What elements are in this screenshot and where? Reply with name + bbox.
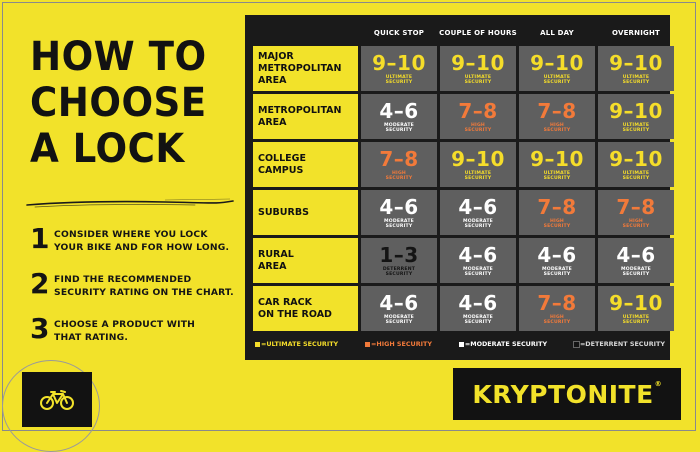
security-level-line: MODERATE — [383, 218, 415, 224]
rating-value: 4–6 — [616, 242, 656, 267]
security-rating-table — [253, 22, 674, 331]
row-label-text — [258, 153, 306, 177]
row-label-line: METROPOLITAN — [258, 62, 342, 74]
rating-cell — [519, 142, 595, 187]
security-level-line: MODERATE — [462, 266, 494, 272]
brush-divider — [25, 196, 235, 210]
rating-cell — [519, 286, 595, 331]
row-label-line: MAJOR — [258, 50, 294, 62]
title-line-3: A LOCK — [30, 126, 185, 172]
security-level — [386, 171, 413, 181]
security-level-line: MODERATE — [383, 122, 415, 128]
row-label-text — [258, 207, 309, 219]
security-level — [623, 219, 650, 229]
rating-value: 4–6 — [379, 290, 419, 315]
rating-value: 9–10 — [609, 98, 663, 123]
security-level-line: SECURITY — [622, 79, 650, 85]
rating-value: 9–10 — [530, 146, 584, 171]
legend-swatch — [574, 342, 579, 347]
step-text — [54, 273, 234, 299]
row-label-text — [258, 249, 294, 273]
security-level-line: ULTIMATE — [385, 74, 413, 80]
legend-item — [255, 340, 338, 348]
row-label-line: COLLEGE — [258, 152, 306, 164]
security-level — [465, 171, 492, 181]
security-level-line: SECURITY — [385, 175, 413, 181]
security-level-line: SECURITY — [385, 319, 413, 325]
rating-cell — [598, 238, 674, 283]
security-level — [544, 219, 571, 229]
row-label — [253, 286, 358, 331]
kryptonite-logo — [453, 368, 681, 420]
security-level-line: SECURITY — [385, 127, 413, 133]
step-text — [54, 318, 195, 344]
title-line-1: HOW TO — [30, 34, 207, 80]
rating-cell — [519, 94, 595, 139]
rating-cell — [519, 46, 595, 91]
column-header: ALL DAY — [540, 28, 574, 37]
rating-value: 4–6 — [458, 242, 498, 267]
security-level-line: SECURITY — [622, 127, 650, 133]
legend-item — [365, 340, 432, 348]
security-level-line: MODERATE — [462, 314, 494, 320]
security-level-line: HIGH — [550, 122, 564, 128]
security-level — [544, 75, 571, 85]
row-label-line: METROPOLITAN — [258, 104, 342, 116]
security-level-line: HIGH — [392, 170, 406, 176]
rating-cell — [440, 46, 516, 91]
rating-value: 4–6 — [458, 194, 498, 219]
security-level-line: SECURITY — [543, 271, 571, 277]
legend-item — [459, 340, 547, 348]
security-level-line: ULTIMATE — [543, 74, 571, 80]
security-level — [383, 267, 415, 277]
step-item — [30, 312, 245, 357]
row-label — [253, 94, 358, 139]
rating-value: 7–8 — [379, 146, 419, 171]
rating-cell — [598, 286, 674, 331]
security-level-line: HIGH — [629, 218, 643, 224]
column-header: OVERNIGHT — [612, 28, 660, 37]
row-label-text — [258, 105, 342, 129]
rating-cell — [361, 238, 437, 283]
step-number: 1 — [30, 222, 50, 255]
registered-mark: ® — [654, 380, 662, 388]
rating-cell — [519, 190, 595, 235]
security-level-line: ULTIMATE — [622, 170, 650, 176]
step-text-line: CHOOSE A PRODUCT WITH — [54, 319, 196, 330]
security-level-line: SECURITY — [543, 175, 571, 181]
security-level-line: ULTIMATE — [464, 170, 492, 176]
column-header: QUICK STOP — [373, 28, 425, 37]
rating-value: 7–8 — [537, 98, 577, 123]
legend-item — [574, 340, 665, 348]
security-level-line: ULTIMATE — [622, 74, 650, 80]
steps-list — [30, 222, 245, 357]
security-level — [542, 267, 572, 277]
chart-legend — [255, 340, 665, 348]
security-level — [384, 123, 414, 133]
security-level — [544, 123, 571, 133]
rating-cell — [440, 190, 516, 235]
security-level-line: ULTIMATE — [622, 314, 650, 320]
rating-cell — [361, 142, 437, 187]
rating-cell — [361, 94, 437, 139]
security-level-line: SECURITY — [543, 319, 571, 325]
step-text-line: FIND THE RECOMMENDED — [54, 274, 192, 285]
rating-value: 7–8 — [537, 290, 577, 315]
rating-cell — [440, 286, 516, 331]
security-level-line: HIGH — [550, 314, 564, 320]
rating-cell — [598, 94, 674, 139]
security-level — [463, 219, 493, 229]
step-text-line: THAT RATING. — [54, 332, 129, 343]
rating-value: 4–6 — [458, 290, 498, 315]
rating-cell — [598, 142, 674, 187]
header-blank — [253, 22, 358, 43]
rating-value: 9–10 — [451, 146, 505, 171]
security-level-line: SECURITY — [543, 79, 571, 85]
rating-cell — [440, 238, 516, 283]
step-number: 3 — [30, 312, 50, 345]
security-level — [623, 315, 650, 325]
rating-value: 4–6 — [379, 98, 419, 123]
security-level — [623, 75, 650, 85]
legend-swatch — [459, 342, 464, 347]
security-level — [463, 267, 493, 277]
legend-label: =DETERRENT SECURITY — [579, 340, 665, 348]
security-level-line: MODERATE — [620, 266, 652, 272]
legend-swatch — [255, 342, 260, 347]
rating-value: 7–8 — [537, 194, 577, 219]
security-level-line: SECURITY — [464, 79, 492, 85]
step-number: 2 — [30, 267, 50, 300]
row-label — [253, 190, 358, 235]
rating-value: 9–10 — [609, 290, 663, 315]
step-text — [54, 228, 229, 254]
row-label — [253, 142, 358, 187]
rating-cell — [440, 94, 516, 139]
step-text-line: CONSIDER WHERE YOU LOCK — [54, 229, 208, 240]
security-level-line: MODERATE — [383, 314, 415, 320]
row-label-line: ON THE ROAD — [258, 308, 332, 320]
rating-value: 7–8 — [616, 194, 656, 219]
security-level-line: MODERATE — [462, 218, 494, 224]
security-level-line: SECURITY — [622, 319, 650, 325]
row-label-line: RURAL — [258, 248, 294, 260]
rating-cell — [361, 46, 437, 91]
security-level — [384, 219, 414, 229]
row-label — [253, 46, 358, 91]
security-level — [386, 75, 413, 85]
security-level-line: SECURITY — [464, 127, 492, 133]
security-level-line: DETERRENT — [382, 266, 416, 272]
security-level-line: MODERATE — [541, 266, 573, 272]
security-level-line: SECURITY — [385, 79, 413, 85]
security-level-line: ULTIMATE — [622, 122, 650, 128]
security-level-line: SECURITY — [464, 319, 492, 325]
row-label-line: AREA — [258, 74, 287, 86]
step-text-line: SECURITY RATING ON THE CHART. — [54, 287, 234, 298]
security-level — [544, 171, 571, 181]
rating-value: 4–6 — [379, 194, 419, 219]
security-level-line: SECURITY — [464, 175, 492, 181]
rating-value: 9–10 — [609, 50, 663, 75]
rating-value: 9–10 — [530, 50, 584, 75]
rating-cell — [598, 190, 674, 235]
row-label-line: SUBURBS — [258, 206, 309, 218]
security-level-line: SECURITY — [385, 223, 413, 229]
security-level-line: SECURITY — [464, 223, 492, 229]
security-level-line: SECURITY — [543, 127, 571, 133]
security-level-line: ULTIMATE — [543, 170, 571, 176]
security-level-line: SECURITY — [622, 175, 650, 181]
row-label-line: AREA — [258, 260, 287, 272]
security-level-line: SECURITY — [385, 271, 413, 277]
step-item — [30, 267, 245, 312]
page-title — [30, 34, 240, 172]
rating-cell — [361, 286, 437, 331]
brand-name: KRYPTONITE — [472, 379, 654, 409]
security-level — [465, 123, 492, 133]
row-label-line: AREA — [258, 116, 287, 128]
step-text-line: YOUR BIKE AND FOR HOW LONG. — [54, 242, 230, 253]
security-level — [621, 267, 651, 277]
column-header: COUPLE OF HOURS — [439, 28, 517, 37]
security-level-line: SECURITY — [622, 223, 650, 229]
rating-value: 1–3 — [379, 242, 419, 267]
bike-badge — [22, 372, 92, 427]
security-level — [623, 171, 650, 181]
row-label-text — [258, 51, 342, 87]
security-level-line: SECURITY — [622, 271, 650, 277]
security-level-line: SECURITY — [543, 223, 571, 229]
legend-label: =ULTIMATE SECURITY — [261, 340, 339, 348]
security-level — [465, 75, 492, 85]
legend-label: =HIGH SECURITY — [371, 340, 433, 348]
rating-value: 9–10 — [451, 50, 505, 75]
security-level-line: ULTIMATE — [464, 74, 492, 80]
security-level-line: HIGH — [471, 122, 485, 128]
legend-label: =MODERATE SECURITY — [464, 340, 548, 348]
legend-swatch — [365, 342, 370, 347]
rating-value: 9–10 — [609, 146, 663, 171]
security-level — [463, 315, 493, 325]
rating-value: 4–6 — [537, 242, 577, 267]
security-level-line: SECURITY — [464, 271, 492, 277]
step-item — [30, 222, 245, 267]
row-label-text — [258, 297, 332, 321]
security-level — [623, 123, 650, 133]
rating-value: 9–10 — [372, 50, 426, 75]
rating-cell — [519, 238, 595, 283]
rating-cell — [598, 46, 674, 91]
security-level-line: HIGH — [550, 218, 564, 224]
rating-value: 7–8 — [458, 98, 498, 123]
security-level — [384, 315, 414, 325]
rating-cell — [440, 142, 516, 187]
row-label — [253, 238, 358, 283]
rating-cell — [361, 190, 437, 235]
security-level — [544, 315, 571, 325]
row-label-line: CAMPUS — [258, 164, 304, 176]
title-line-2: CHOOSE — [30, 80, 207, 126]
bicycle-icon — [39, 389, 75, 411]
row-label-line: CAR RACK — [258, 296, 312, 308]
